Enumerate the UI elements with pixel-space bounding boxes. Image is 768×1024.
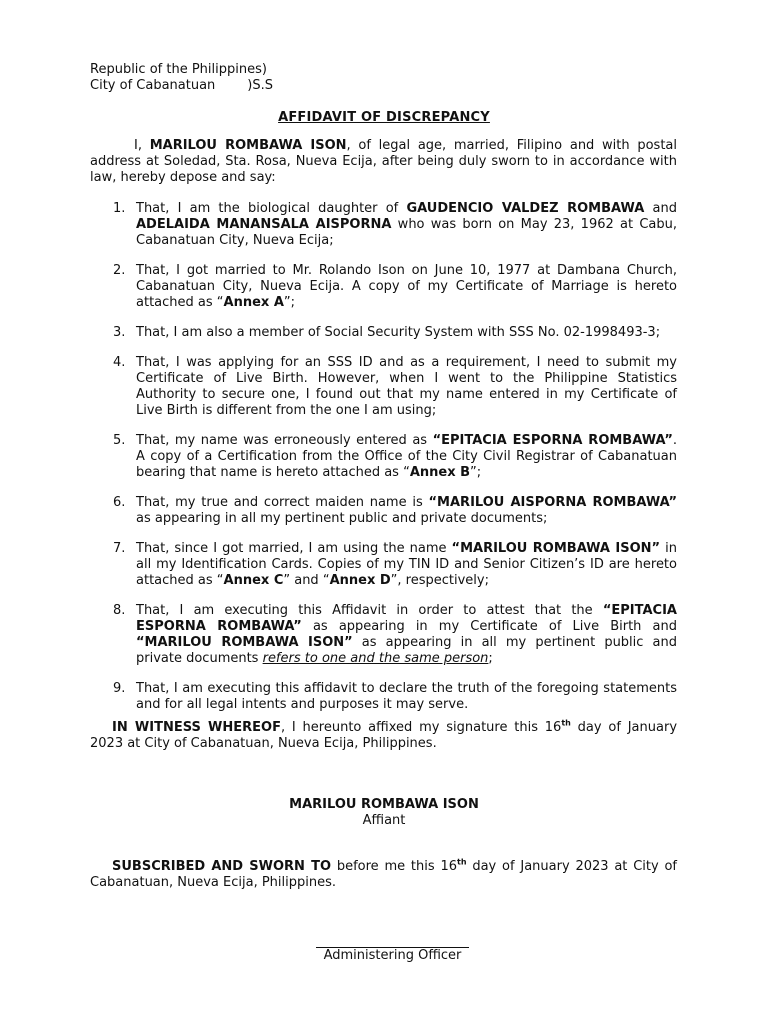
item-emphasis: refers to one and the same person — [262, 651, 489, 666]
statement-item-9 — [90, 681, 677, 713]
venue-ss: )S.S — [247, 78, 274, 93]
item-text: That, I am the biological daughter of — [136, 201, 407, 216]
item-text: That, my true and correct maiden name is — [136, 495, 429, 510]
item-text: as appearing in all my pertinent public and private documents — [136, 635, 677, 666]
item-text: who was born on May 23, 1962 at Cabu, Cabanatuan City, Nueva Ecija; — [136, 217, 677, 248]
item-bold: “EPITACIA ESPORNA ROMBAWA” — [432, 433, 673, 448]
witness-lead: IN WITNESS WHEREOF — [112, 720, 281, 735]
item-text: and — [644, 201, 677, 216]
item-number: 5. — [113, 433, 126, 448]
item-text: ”; — [283, 295, 296, 310]
statement-item-7 — [90, 541, 677, 589]
witness-paragraph — [90, 720, 677, 752]
item-number: 8. — [113, 603, 126, 618]
item-text: That, I am executing this affidavit to declare the truth of the foregoing statements and for all legal intents and purposes it may serve. — [136, 681, 677, 712]
officer-signature-block — [310, 933, 475, 964]
item-text: That, I am executing this Affidavit in order to attest that the — [136, 603, 603, 618]
venue-block — [90, 62, 273, 94]
intro-text: , of legal age, married, Filipino and with postal address at Soledad, Sta. Rosa, Nueva Ecija, after being duly sworn to in accordance with law, hereby depose and say: — [90, 138, 677, 185]
item-text: That, my name was erroneously entered as — [136, 433, 433, 448]
venue-line-city — [90, 78, 273, 94]
item-bold: “MARILOU ROMBAWA ISON” — [136, 635, 353, 650]
item-text: in all my Identification Cards. Copies of my TIN ID and Senior Citizen’s ID are hereto attached as “ — [136, 541, 677, 588]
item-bold: Annex D — [329, 573, 391, 588]
statement-item-2 — [90, 263, 677, 311]
item-text: That, I got married to Mr. Rolando Ison on June 10, 1977 at Dambana Church, Cabanatuan City, Nueva Ecija. A copy of my Certificate of Marriage is hereto attached as “ — [136, 263, 677, 310]
jurat-lead: SUBSCRIBED AND SWORN TO — [112, 859, 332, 874]
item-number: 3. — [113, 325, 126, 340]
item-bold: Annex C — [223, 573, 284, 588]
ordinal-suffix: th — [561, 718, 571, 728]
intro-paragraph — [90, 138, 677, 186]
item-bold: “EPITACIA ESPORNA ROMBAWA” — [136, 603, 677, 634]
item-bold: “MARILOU ROMBAWA ISON” — [451, 541, 661, 556]
jurat-paragraph — [90, 859, 677, 891]
statement-item-8 — [90, 603, 677, 667]
item-text: That, I was applying for an SSS ID and as a requirement, I need to submit my Certificate of Live Birth. However, when I went to the Philippine Statistics Authority to secure one, I found out that my name entered in my Certificate of Live Birth is different from the one I am using; — [136, 355, 677, 418]
affiant-name-inline: MARILOU ROMBAWA ISON — [149, 138, 347, 153]
item-number: 4. — [113, 355, 126, 370]
item-text: as appearing in my Certificate of Live Birth and — [301, 619, 677, 634]
jurat-text: day of January 2023 at City of Cabanatuan, Nueva Ecija, Philippines. — [90, 859, 678, 890]
witness-text: , I hereunto affixed my signature this 16 — [280, 720, 562, 735]
affiant-signature-block — [0, 797, 768, 829]
item-number: 7. — [113, 541, 126, 556]
item-number: 1. — [113, 201, 126, 216]
witness-text: day of January 2023 at City of Cabanatuan, Nueva Ecija, Philippines. — [90, 720, 678, 751]
item-number: 9. — [113, 681, 126, 696]
affiant-name: MARILOU ROMBAWA ISON — [289, 797, 479, 812]
venue-city: City of Cabanatuan — [90, 78, 216, 93]
document-title: AFFIDAVIT OF DISCREPANCY — [278, 110, 490, 125]
item-text: That, since I got married, I am using the name — [136, 541, 452, 556]
item-number: 2. — [113, 263, 126, 278]
jurat-text: before me this 16 — [331, 859, 457, 874]
item-number: 6. — [113, 495, 126, 510]
item-text: ”, respectively; — [390, 573, 489, 588]
item-text: ”; — [470, 465, 482, 480]
statement-item-6 — [90, 495, 677, 527]
item-text: . A copy of a Certification from the Office of the City Civil Registrar of Cabanatuan bearing that name is hereto attached as “ — [136, 433, 677, 480]
item-text: ; — [488, 651, 493, 666]
venue-line-republic: Republic of the Philippines) — [90, 62, 267, 77]
item-text: as appearing in all my pertinent public and private documents; — [136, 511, 548, 526]
statement-item-1 — [90, 201, 677, 249]
item-bold: ADELAIDA MANANSALA AISPORNA — [136, 217, 392, 232]
item-bold: Annex B — [409, 465, 471, 480]
statements-list — [90, 201, 677, 727]
intro-text: I, — [134, 138, 150, 153]
item-text: That, I am also a member of Social Security System with SSS No. 02-1998493-3; — [136, 325, 661, 340]
statement-item-5 — [90, 433, 677, 481]
item-text: ” and “ — [283, 573, 330, 588]
item-bold: “MARILOU AISPORNA ROMBAWA” — [428, 495, 677, 510]
item-bold: Annex A — [223, 295, 284, 310]
affiant-role: Affiant — [362, 813, 406, 828]
item-bold: GAUDENCIO VALDEZ ROMBAWA — [406, 201, 645, 216]
statement-item-3 — [90, 325, 677, 341]
statement-item-4 — [90, 355, 677, 419]
ordinal-suffix: th — [457, 857, 467, 867]
officer-role: Administering Officer — [323, 948, 462, 963]
